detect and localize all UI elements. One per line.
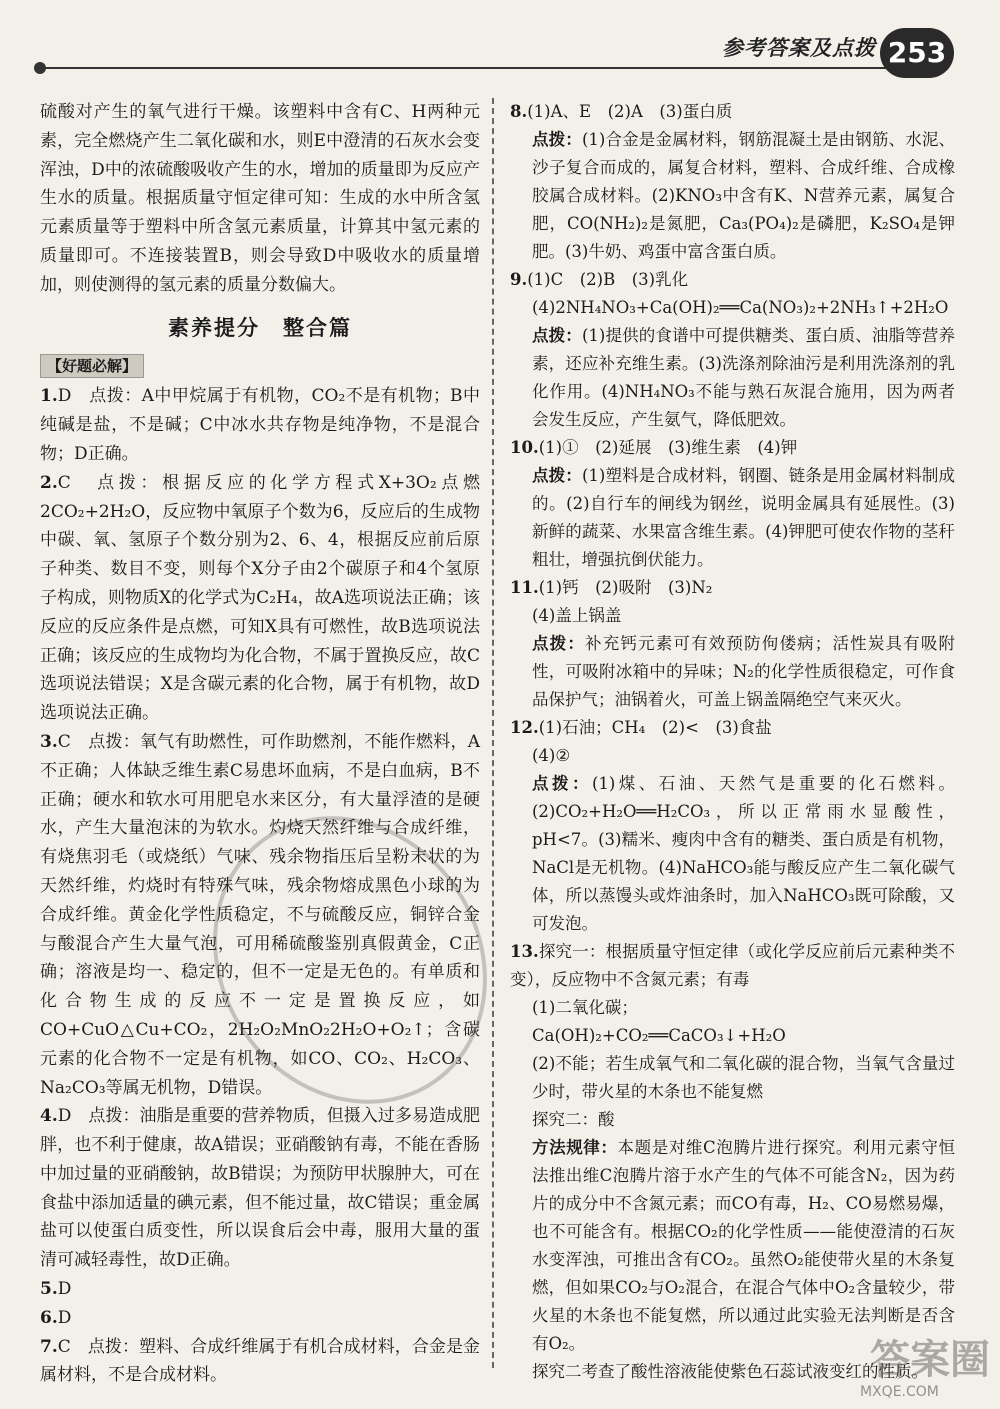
answer-item xyxy=(40,382,480,468)
answer-line xyxy=(510,602,955,630)
answer-number: 6. xyxy=(40,1307,58,1328)
answer-line xyxy=(510,630,955,714)
answer-line xyxy=(510,1134,955,1358)
watermark-logo: 答案圈 xyxy=(870,1337,990,1383)
answer-number: 5. xyxy=(40,1279,58,1300)
answer-item xyxy=(510,98,955,266)
answer-item xyxy=(510,938,955,1386)
answer-number: 9. xyxy=(510,270,528,289)
answer-line xyxy=(510,574,955,602)
right-answer-list xyxy=(510,98,955,1386)
answer-text: 点拨：(1)塑料是合成材料，钢圈、链条是用金属材料制成的。(2)自行车的闸线为钢丝，说明金属具有延展性。(3)新鲜的蔬菜、水果富含维生素。(4)钾肥可使农作物的茎秆粗壮，增强抗倒伏能力。 xyxy=(532,466,955,569)
answer-text: (4)盖上锅盖 xyxy=(532,606,622,625)
answer-text: D 点拨：A中甲烷属于有机物，CO₂不是有机物；B中纯碱是盐，不是碱；C中冰水共存物是纯净物，不是混合物；D正确。 xyxy=(40,386,480,464)
answer-line xyxy=(510,938,955,994)
answer-item xyxy=(40,469,480,728)
answer-text: (1)二氧化碳； xyxy=(532,998,638,1017)
left-column xyxy=(40,98,480,1390)
answer-item xyxy=(510,434,955,574)
answer-number: 11. xyxy=(510,578,539,597)
answer-text: (1)A、E (2)A (3)蛋白质 xyxy=(527,102,733,121)
answer-item xyxy=(40,1275,480,1304)
intro-paragraph: 硫酸对产生的氧气进行干燥。该塑料中含有C、H两种元素，完全燃烧产生二氧化碳和水，则E中澄清的石灰水会变浑浊，D中的浓硫酸吸收产生的水，增加的质量即为反应产生水的质量。根据质量守恒定律可知：生成的水中所含氢元素质量等于塑料中所含氢元素质量，计算其中氢元素的质量即可。不连接装置B，则会导致D中吸收水的质量增加，则使测得的氢元素的质量分数偏大。 xyxy=(40,102,480,295)
answer-number: 8. xyxy=(510,102,528,121)
answer-line xyxy=(510,126,955,266)
answer-number: 12. xyxy=(510,718,539,737)
right-column xyxy=(510,98,955,1386)
hint-label: 方法规律： xyxy=(532,1138,618,1157)
answer-text: Ca(OH)₂+CO₂══CaCO₃↓+H₂O xyxy=(532,1026,786,1045)
answer-text: D xyxy=(57,1307,72,1328)
answer-line xyxy=(510,742,955,770)
answer-line xyxy=(510,1050,955,1106)
answer-number: 10. xyxy=(510,438,539,457)
left-answer-list xyxy=(40,382,480,1390)
answer-number: 13. xyxy=(510,942,539,961)
answer-line xyxy=(510,294,955,322)
hint-label: 点拨： xyxy=(532,326,582,345)
answer-text: (1)C (2)B (3)乳化 xyxy=(527,270,689,289)
answer-text: 探究一：根据质量守恒定律（或化学反应前后元素种类不变），反应物中不含氮元素；有毒 xyxy=(510,942,955,989)
answer-line xyxy=(510,322,955,434)
header-rule xyxy=(40,67,920,69)
answer-text: D xyxy=(57,1279,72,1300)
answer-text: C 点拨：根据反应的化学方程式X+3O₂点燃2CO₂+2H₂O，反应物中氧原子个数为6，反应后的生成物中碳、氧、氢原子个数分别为2、6、4，根据反应前后原子种类、数目不变，则每个X分子由2个碳原子和4个氢原子构成，则物质X的化学式为C₂H₄，故A选项说法正确；该反应的反应条件是点燃，可知X具有可燃性，故B选项说法正确；该反应的生成物均为化合物，不属于置换反应，故C选项说法错误；X是含碳元素的化合物，属于有机物，故D选项说法正确。 xyxy=(40,472,480,724)
answer-item xyxy=(510,266,955,434)
answer-text: 点拨：补充钙元素可有效预防佝偻病；活性炭具有吸附性，可吸附冰箱中的异味；N₂的化学性质很稳定，可作食品保护气；油锅着火，可盖上锅盖隔绝空气来灭火。 xyxy=(532,634,956,709)
answer-text: (1)① (2)延展 (3)维生素 (4)钾 xyxy=(538,438,798,457)
section-tag: 【好题必解】 xyxy=(40,354,144,378)
answer-line xyxy=(510,1022,955,1050)
answer-number: 2. xyxy=(40,472,58,493)
section-title: 素养提分 整合篇 xyxy=(168,315,352,340)
answer-text: (4)② xyxy=(532,746,571,765)
answer-item xyxy=(40,1333,480,1391)
answer-line xyxy=(510,98,955,126)
answer-text: (1)石油；CH₄ (2)< (3)食盐 xyxy=(538,718,772,737)
answer-text: C 点拨：塑料、合成纤维属于有机合成材料，合金是金属材料，不是合成材料。 xyxy=(40,1336,480,1386)
answer-line xyxy=(510,434,955,462)
answer-line xyxy=(510,714,955,742)
answer-text: 点拨：(1)合金是金属材料，钢筋混凝土是由钢筋、水泥、沙子复合而成的，属复合材料，塑料、合成纤维、合成橡胶属合成材料。(2)KNO₃中含有K、N营养元素，属复合肥，CO(NH₂)₂是氮肥，Ca₃(PO₄)₂是磷肥，K₂SO₄是钾肥。(3)牛奶、鸡蛋中富含蛋白质。 xyxy=(532,130,955,261)
answer-text: 点拨：(1)提供的食谱中可提供糖类、蛋白质、油脂等营养素，还应补充维生素。(3)洗涤剂除油污是利用洗涤剂的乳化作用。(4)NH₄NO₃不能与熟石灰混合施用，因为两者会发生反应，产生氨气，降低肥效。 xyxy=(532,326,955,429)
page-header xyxy=(0,0,1000,90)
answer-text: (2)不能；若生成氧气和二氧化碳的混合物，当氧气含量过少时，带火星的木条也不能复燃 xyxy=(532,1054,955,1101)
answer-text: 探究二：酸 xyxy=(532,1110,615,1129)
answer-text: (1)钙 (2)吸附 (3)N₂ xyxy=(538,578,713,597)
answer-number: 3. xyxy=(40,731,58,752)
hint-label: 点拨： xyxy=(532,466,582,485)
answer-line xyxy=(510,770,955,938)
answer-line xyxy=(510,266,955,294)
hint-label: 点拨： xyxy=(532,774,592,793)
header-title: 参考答案及点拨 xyxy=(722,36,876,60)
hint-label: 点拨： xyxy=(532,634,586,653)
answer-item xyxy=(40,1102,480,1275)
watermark-url: MXQE.COM xyxy=(860,1384,939,1400)
answer-number: 4. xyxy=(40,1106,58,1127)
column-divider xyxy=(492,98,494,1368)
answer-item xyxy=(40,728,480,1102)
answer-item xyxy=(510,714,955,938)
answer-text: C 点拨：氧气有助燃性，可作助燃剂，不能作燃料，A不正确；人体缺乏维生素C易患坏血病，不是白血病，B不正确；硬水和软水可用肥皂水来区分，有大量浮渣的是硬水，产生大量泡沫的为软水。灼烧天然纤维与合成纤维，有烧焦羽毛（或烧纸）气味、残余物指压后呈粉末状的为天然纤维，灼烧时有特殊气味，残余物熔成黑色小球的为合成纤维。黄金化学性质稳定，不与硫酸反应，铜锌合金与酸混合产生大量气泡，可用稀硫酸鉴别真假黄金，C正确；溶液是均一、稳定的，但不一定是无色的。有单质和化合物生成的反应不一定是置换反应，如CO+CuO△Cu+CO₂，2H₂O₂MnO₂2H₂O+O₂↑；含碳元素的化合物不一定是有机物，如CO、CO₂、H₂CO₃、Na₂CO₃等属无机物，D错误。 xyxy=(40,731,480,1098)
answer-line xyxy=(510,994,955,1022)
answer-line xyxy=(510,462,955,574)
answer-number: 7. xyxy=(40,1336,58,1357)
answer-text: 点拨：(1)煤、石油、天然气是重要的化石燃料。(2)CO₂+H₂O══H₂CO₃，所以正常雨水显酸性，pH<7。(3)糯米、瘦肉中含有的糖类、蛋白质是有机物，NaCl是无机物。(4)NaHCO₃能与酸反应产生二氧化碳气体，所以蒸馒头或炸油条时，加入NaHCO₃既可除酸，又可发泡。 xyxy=(532,774,956,933)
answer-text: 方法规律：本题是对维C泡腾片进行探究。利用元素守恒法推出维C泡腾片溶于水产生的气体不可能含N₂，因为药片的成分中不含氮元素；而CO有毒，H₂、CO易燃易爆，也不可能含有。根据CO₂的化学性质——能使澄清的石灰水变浑浊，可推出含有CO₂。虽然O₂能使带火星的木条复燃，但如果CO₂与O₂混合，在混合气体中O₂含量较少，带火星的木条也不能复燃，所以通过此实验无法判断是否含有O₂。 xyxy=(532,1138,956,1353)
answer-line xyxy=(510,1106,955,1134)
page-number: 253 xyxy=(880,28,954,78)
answer-text: 探究二考查了酸性溶液能使紫色石蕊试液变红的性质。 xyxy=(532,1362,928,1381)
answer-number: 1. xyxy=(40,386,58,407)
hint-label: 点拨： xyxy=(532,130,582,149)
answer-item xyxy=(40,1304,480,1333)
answer-text: (4)2NH₄NO₃+Ca(OH)₂══Ca(NO₃)₂+2NH₃↑+2H₂O xyxy=(532,298,949,317)
answer-text: D 点拨：油脂是重要的营养物质，但摄入过多易造成肥胖，也不利于健康，故A错误；亚硝酸钠有毒，不能在香肠中加过量的亚硝酸钠，故B错误；为预防甲状腺肿大，可在食盐中添加适量的碘元素，但不能过量，故C错误；重金属盐可以使蛋白质变性，所以误食后会中毒，服用大量的蛋清可减轻毒性，故D正确。 xyxy=(40,1106,480,1271)
answer-item xyxy=(510,574,955,714)
